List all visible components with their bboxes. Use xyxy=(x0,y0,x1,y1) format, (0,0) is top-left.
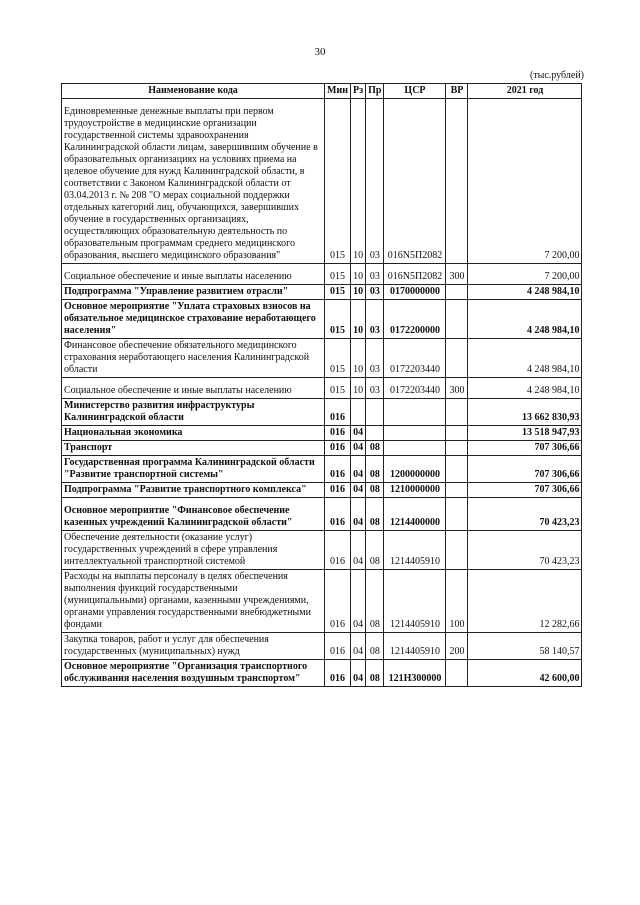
header-name: Наименование кода xyxy=(62,84,325,99)
header-csr: ЦСР xyxy=(384,84,446,99)
header-year: 2021 год xyxy=(468,84,582,99)
row-amount: 70 423,23 xyxy=(468,531,582,570)
table-row xyxy=(62,378,582,399)
row-name: Финансовое обеспечение обязательного медицинского страхования неработающего населения Калининградской области xyxy=(62,339,325,378)
row-name: Расходы на выплаты персоналу в целях обеспечения выполнения функций государственными (муниципальными) органами, казенными учреждениями, органами управления государственными внебюджетными фондами xyxy=(62,570,325,633)
header-pr: Пр xyxy=(366,84,384,99)
row-pr xyxy=(366,399,384,426)
row-pr: 03 xyxy=(366,378,384,399)
row-min: 015 xyxy=(325,99,351,264)
row-name: Основное мероприятие "Уплата страховых взносов на обязательное медицинское страхование неработающего населения" xyxy=(62,300,325,339)
row-pr: 08 xyxy=(366,456,384,483)
row-csr xyxy=(384,399,446,426)
header-rz: Рз xyxy=(351,84,366,99)
row-min: 015 xyxy=(325,300,351,339)
row-vr xyxy=(446,456,468,483)
row-amount: 4 248 984,10 xyxy=(468,285,582,300)
row-amount: 42 600,00 xyxy=(468,660,582,687)
row-amount: 70 423,23 xyxy=(468,498,582,531)
row-vr xyxy=(446,399,468,426)
row-min: 015 xyxy=(325,264,351,285)
row-csr: 1214405910 xyxy=(384,633,446,660)
table-row xyxy=(62,570,582,633)
row-rz: 04 xyxy=(351,570,366,633)
row-rz: 04 xyxy=(351,660,366,687)
row-name: Подпрограмма "Развитие транспортного комплекса" xyxy=(62,483,325,498)
row-amount: 13 662 830,93 xyxy=(468,399,582,426)
budget-table xyxy=(61,83,582,687)
row-rz: 04 xyxy=(351,531,366,570)
row-rz: 10 xyxy=(351,300,366,339)
row-csr: 1214405910 xyxy=(384,570,446,633)
row-name xyxy=(62,378,325,399)
row-name: Подпрограмма "Управление развитием отрасли" xyxy=(62,285,325,300)
row-pr: 08 xyxy=(366,483,384,498)
table-row xyxy=(62,483,582,498)
row-name: Закупка товаров, работ и услуг для обеспечения государственных (муниципальных) нужд xyxy=(62,633,325,660)
row-pr: 03 xyxy=(366,339,384,378)
row-min: 016 xyxy=(325,633,351,660)
row-min: 016 xyxy=(325,399,351,426)
row-amount: 4 248 984,10 xyxy=(468,378,582,399)
row-amount: 4 248 984,10 xyxy=(468,300,582,339)
row-csr: 1200000000 xyxy=(384,456,446,483)
table-header xyxy=(62,84,582,99)
row-csr: 1214405910 xyxy=(384,531,446,570)
row-amount: 58 140,57 xyxy=(468,633,582,660)
row-pr: 08 xyxy=(366,531,384,570)
row-vr xyxy=(446,660,468,687)
page-number: 30 xyxy=(314,46,326,58)
header-vr: ВР xyxy=(446,84,468,99)
row-amount: 707 306,66 xyxy=(468,441,582,456)
header-min: Мин xyxy=(325,84,351,99)
row-pr: 03 xyxy=(366,300,384,339)
row-pr: 08 xyxy=(366,633,384,660)
table-row xyxy=(62,99,582,264)
row-rz: 10 xyxy=(351,264,366,285)
row-amount: 13 518 947,93 xyxy=(468,426,582,441)
row-vr: 300 xyxy=(446,264,468,285)
table-row xyxy=(62,441,582,456)
row-vr xyxy=(446,426,468,441)
row-min: 016 xyxy=(325,456,351,483)
table-row xyxy=(62,456,582,483)
row-pr: 03 xyxy=(366,285,384,300)
table-row xyxy=(62,426,582,441)
row-csr: 0172203440 xyxy=(384,378,446,399)
row-csr: 016N5П2082 xyxy=(384,264,446,285)
table-row xyxy=(62,498,582,531)
row-vr xyxy=(446,441,468,456)
row-min: 016 xyxy=(325,498,351,531)
table-body xyxy=(62,99,582,687)
row-csr: 1214400000 xyxy=(384,498,446,531)
row-rz: 10 xyxy=(351,285,366,300)
row-name: Национальная экономика xyxy=(62,426,325,441)
table-row xyxy=(62,633,582,660)
row-amount: 4 248 984,10 xyxy=(468,339,582,378)
row-vr xyxy=(446,285,468,300)
row-amount: 7 200,00 xyxy=(468,99,582,264)
row-csr: 121Н300000 xyxy=(384,660,446,687)
row-vr xyxy=(446,339,468,378)
row-rz: 04 xyxy=(351,441,366,456)
row-name: Транспорт xyxy=(62,441,325,456)
row-vr xyxy=(446,99,468,264)
row-vr xyxy=(446,498,468,531)
row-rz: 10 xyxy=(351,378,366,399)
row-csr: 1210000000 xyxy=(384,483,446,498)
table-row xyxy=(62,531,582,570)
row-name xyxy=(62,498,325,531)
row-rz: 04 xyxy=(351,426,366,441)
row-csr: 0170000000 xyxy=(384,285,446,300)
row-min: 016 xyxy=(325,570,351,633)
units-label: (тыс.рублей) xyxy=(529,70,584,81)
row-csr: 0172200000 xyxy=(384,300,446,339)
row-vr xyxy=(446,300,468,339)
row-pr: 08 xyxy=(366,660,384,687)
row-rz: 04 xyxy=(351,633,366,660)
row-rz xyxy=(351,399,366,426)
row-csr xyxy=(384,426,446,441)
row-vr xyxy=(446,531,468,570)
row-min: 015 xyxy=(325,339,351,378)
row-name xyxy=(62,99,325,264)
row-pr: 03 xyxy=(366,264,384,285)
row-amount: 12 282,66 xyxy=(468,570,582,633)
table-row xyxy=(62,399,582,426)
table-row xyxy=(62,660,582,687)
row-min: 016 xyxy=(325,531,351,570)
row-pr: 08 xyxy=(366,498,384,531)
row-rz: 04 xyxy=(351,456,366,483)
row-vr: 200 xyxy=(446,633,468,660)
row-name xyxy=(62,264,325,285)
table-row xyxy=(62,285,582,300)
row-min: 016 xyxy=(325,483,351,498)
row-vr: 300 xyxy=(446,378,468,399)
row-rz: 04 xyxy=(351,498,366,531)
row-rz: 10 xyxy=(351,339,366,378)
row-min: 016 xyxy=(325,426,351,441)
row-name: Основное мероприятие "Организация транспортного обслуживания населения воздушным транспортом" xyxy=(62,660,325,687)
table-row xyxy=(62,339,582,378)
row-min: 016 xyxy=(325,441,351,456)
row-vr xyxy=(446,483,468,498)
row-pr xyxy=(366,426,384,441)
row-csr xyxy=(384,441,446,456)
row-name-text: Основное мероприятие "Финансовое обеспечение казенных учреждений Калининградской области" xyxy=(64,505,293,528)
table-row xyxy=(62,264,582,285)
row-pr: 08 xyxy=(366,570,384,633)
row-name-text: Единовременные денежные выплаты при первом трудоустройстве в медицинские организации государственной системы здравоохранения Калининградской области лицам, завершившим обучение в образовательных организациях на условиях приема на целевое обучение для нужд Калининградской области, в соответствии с Законом Калининградской области от 03.04.2013 г. № 208 "О мерах социальной поддержки отдельных категорий лиц, обучающихся, завершивших обучение в государственных организациях, осуществляющих образовательную деятельность по образовательным программам среднего медицинского образования, высшего медицинского образования" xyxy=(64,106,318,261)
row-pr: 03 xyxy=(366,99,384,264)
row-amount: 707 306,66 xyxy=(468,483,582,498)
row-name: Государственная программа Калининградской области "Развитие транспортной системы" xyxy=(62,456,325,483)
row-name-text: Социальное обеспечение и иные выплаты населению xyxy=(64,385,292,396)
row-vr: 100 xyxy=(446,570,468,633)
row-amount: 707 306,66 xyxy=(468,456,582,483)
row-min: 016 xyxy=(325,660,351,687)
row-min: 015 xyxy=(325,378,351,399)
table-row xyxy=(62,300,582,339)
row-name: Обеспечение деятельности (оказание услуг) государственных учреждений в сфере управления интеллектуальной транспортной системой xyxy=(62,531,325,570)
row-pr: 08 xyxy=(366,441,384,456)
row-name-text: Социальное обеспечение и иные выплаты населению xyxy=(64,271,292,282)
row-csr: 016N5П2082 xyxy=(384,99,446,264)
row-name: Министерство развития инфраструктуры Калининградской области xyxy=(62,399,325,426)
row-csr: 0172203440 xyxy=(384,339,446,378)
row-rz: 10 xyxy=(351,99,366,264)
row-min: 015 xyxy=(325,285,351,300)
row-rz: 04 xyxy=(351,483,366,498)
row-amount: 7 200,00 xyxy=(468,264,582,285)
